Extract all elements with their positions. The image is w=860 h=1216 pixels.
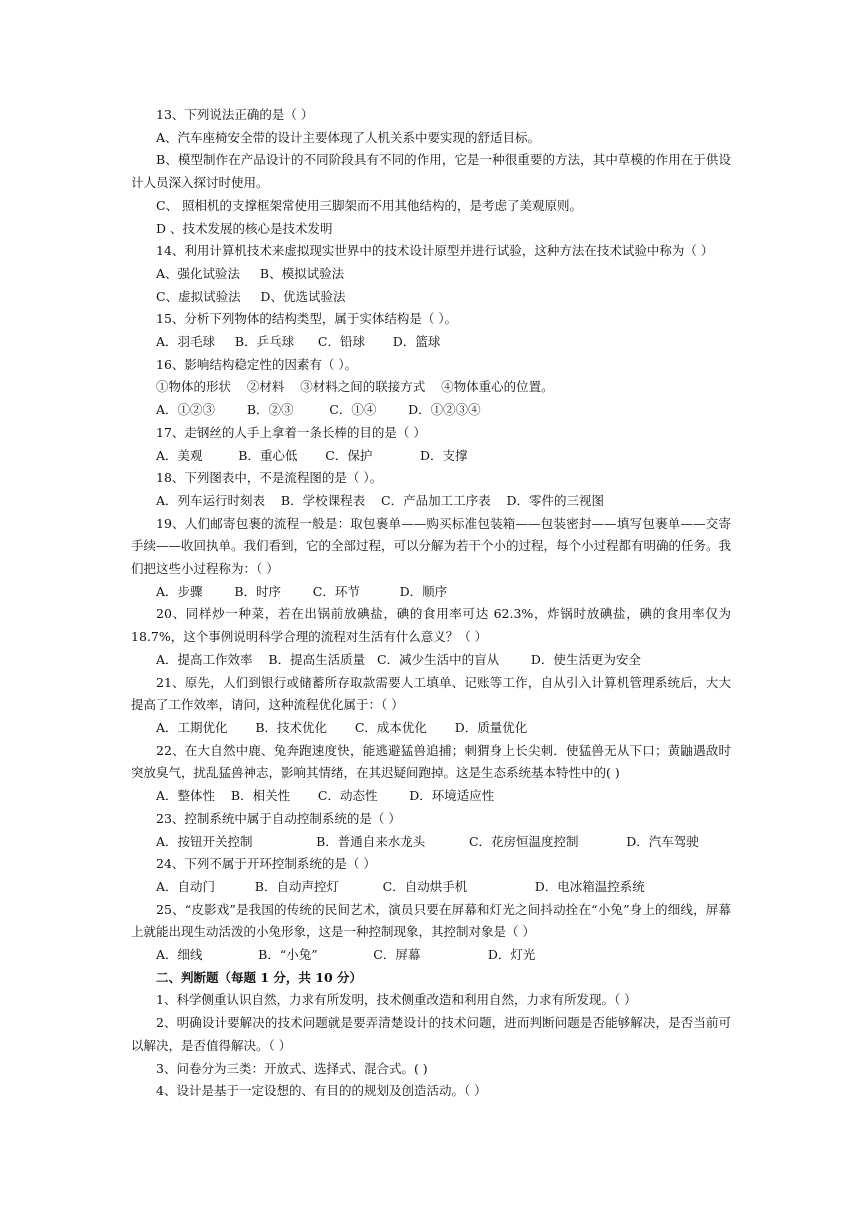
question-16: 16、影响结构稳定性的因素有（ ）。 xyxy=(156,356,358,372)
question-13: 13、下列说法正确的是（ ） xyxy=(156,107,314,122)
question-20: 20、同样炒一种菜，若在出锅前放碘盐，碘的食用率可达 62.3%，炸锅时放碘盐，碘的食用率仅为 18.7%，这个事例说明科学合理的流程对生活有什么意义？（ ） xyxy=(131,606,731,645)
question-15: 15、分析下列物体的结构类型，属于实体结构是（ ）。 xyxy=(156,311,458,327)
question-17: 17、走钢丝的人手上拿着一条长棒的目的是（ ） xyxy=(156,424,426,440)
question-13-option-d: D 、技术发展的核心是技术发明 xyxy=(156,220,333,236)
question-13-option-b: B、模型制作在产品设计的不同阶段具有不同的作用，它是一种很重要的方法，其中草模的作用在于供设计人员深入探讨时使用。 xyxy=(131,152,731,191)
question-24: 24、下列不属于开环控制系统的是（ ） xyxy=(156,856,376,872)
question-23-options: A．按钮开关控制 B．普通自来水龙头 C．花房恒温度控制 D．汽车驾驶 xyxy=(156,833,699,849)
question-21: 21、原先，人们到银行或储蓄所存取款需要人工填单、记账等工作，自从引入计算机管理系统后，大大提高了工作效率，请问，这种流程优化属于：（ ） xyxy=(131,674,731,713)
question-13-option-c: C、 照相机的支撑框架常使用三脚架而不用其他结构的，是考虑了美观原则。 xyxy=(156,197,583,213)
question-23: 23、控制系统中属于自动控制系统的是（ ） xyxy=(156,810,401,826)
question-22-options: A．整体性 B．相关性 C．动态性 D．环境适应性 xyxy=(156,788,495,804)
question-24-options: A．自动门 B．自动声控灯 C．自动烘手机 D．电冰箱温控系统 xyxy=(156,878,645,894)
question-25-options: A．细线 B．“小兔” C．屏幕 D．灯光 xyxy=(156,947,536,963)
question-25: 25、“皮影戏”是我国的传统的民间艺术，演员只要在屏幕和灯光之间抖动拴在“小兔”身上的细线，屏幕上就能出现生动活泼的小兔形象，这是一种控制现象，其控制对象是（ ） xyxy=(131,901,731,940)
question-16-options: A．①②③ B．②③ C．①④ D．①②③④ xyxy=(156,402,481,418)
judgment-1: 1、科学侧重认识自然，力求有所发明，技术侧重改造和利用自然，力求有所发现。（ ） xyxy=(156,992,637,1008)
judgment-4: 4、设计是基于一定设想的、有目的的规划及创造活动。（ ） xyxy=(156,1083,487,1099)
question-14: 14、利用计算机技术来虚拟现实世界中的技术设计原型并进行试验，这种方法在技术试验中称为（ ） xyxy=(156,243,714,259)
question-13-option-a: A、汽车座椅安全带的设计主要体现了人机关系中要实现的舒适目标。 xyxy=(156,129,541,145)
section-heading-judgment: 二、判断题（每题 1 分，共 10 分） xyxy=(156,969,363,985)
question-14-options-ab: A、强化试验法 B、模拟试验法 xyxy=(156,265,345,281)
question-21-options: A．工期优化 B．技术优化 C．成本优化 D．质量优化 xyxy=(156,719,528,735)
judgment-2: 2、明确设计要解决的技术问题就是要弄清楚设计的技术问题，进而判断问题是否能够解决，是否当前可以解决，是否值得解决。（ ） xyxy=(131,1015,731,1053)
question-19: 19、人们邮寄包裹的流程一般是：取包裹单——购买标准包装箱——包装密封——填写包裹单——交寄手续——收回执单。我们看到，它的全部过程，可以分解为若干个小的过程，每个小过程都有明确的任务。我们把这些小过程称为：（ ） xyxy=(131,515,732,577)
question-18-options: A．列车运行时刻表 B．学校课程表 C．产品加工工序表 D．零件的三视图 xyxy=(156,492,604,508)
question-18: 18、下列图表中，不是流程图的是（ ）。 xyxy=(156,470,383,486)
question-16-factors: ①物体的形状 ②材料 ③材料之间的联接方式 ④物体重心的位置。 xyxy=(156,379,554,395)
document-body xyxy=(131,104,731,1103)
question-15-options: A．羽毛球 B．乒乓球 C．铅球 D．篮球 xyxy=(156,334,441,350)
question-19-options: A．步骤 B．时序 C．环节 D．顺序 xyxy=(156,583,448,599)
question-22: 22、在大自然中鹿、兔奔跑速度快，能逃避猛兽追捕；刺猬身上长尖刺．使猛兽无从下口；黄鼬遇敌时突放臭气，扰乱猛兽神志，影响其情绪，在其迟疑间跑掉。这是生态系统基本特性中的( ) xyxy=(131,742,731,781)
question-14-options-cd: C、虚拟试验法 D、优选试验法 xyxy=(156,288,346,304)
question-20-options: A．提高工作效率 B．提高生活质量 C．减少生活中的盲从 D．使生活更为安全 xyxy=(156,651,641,667)
judgment-3: 3、问卷分为三类：开放式、选择式、混合式。( ) xyxy=(156,1060,428,1076)
question-17-options: A．美观 B．重心低 C．保护 D．支撑 xyxy=(156,447,468,463)
